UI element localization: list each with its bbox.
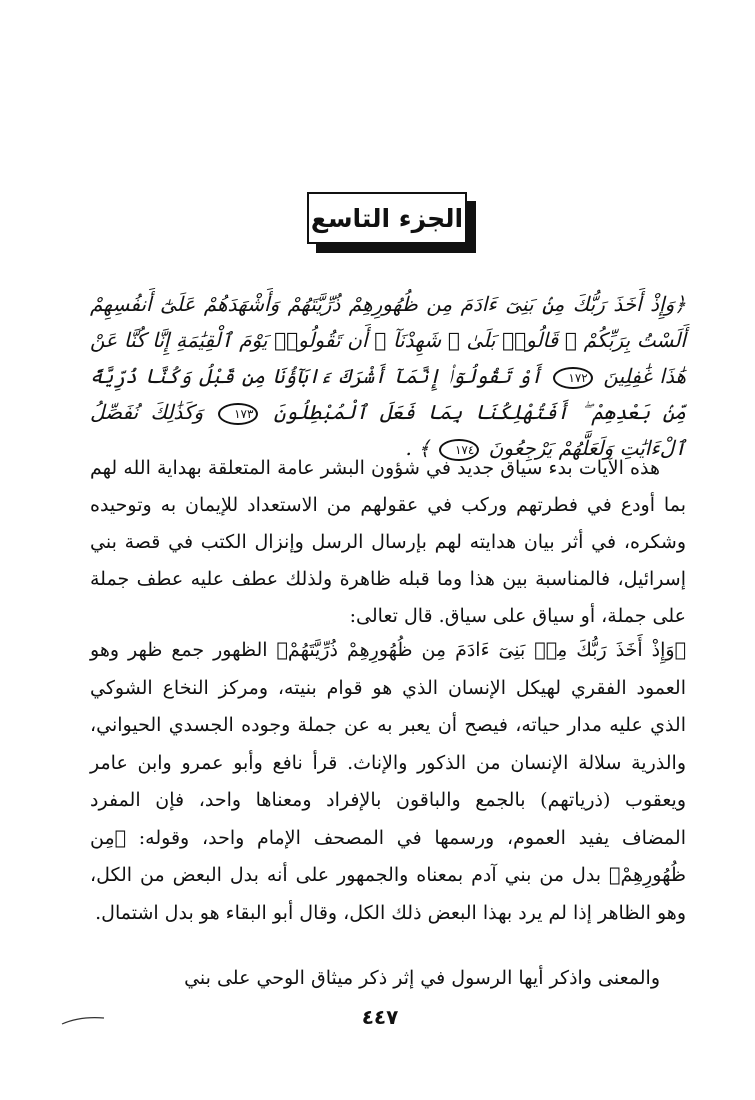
commentary-text-a: الظهور جمع ظهر وهو العمود الفقري لهيكل الإنسان الذي هو قوام بنيته، ومركز النخاع الشوكي الذي عليه مدار حياته، فيصح أن يعبر به عن جملة وجوده الجسدي الحيواني، والذرية سلالة الإنسان من الذكور والإناث. قرأ نافع وأبو عمرو وابن عامر ويعقوب (ذرياتهم) بالجمع والباقون بالإفراد ومعناها واحد، فإن المفرد المضاف يفيد العموم، ورسمها في المصحف الإمام واحد، وقوله: <box>90 639 686 849</box>
chapter-title: الجزء التاسع <box>310 203 464 233</box>
paragraph-commentary <box>90 632 686 932</box>
verse-marker-173: ١٧٣ <box>218 403 258 425</box>
paragraph-meaning <box>90 960 686 996</box>
commentary-text-b: بدل من بني آدم بمعناه والجمهور على أنه بدل البعض من الكل، وهو الظاهر إذا لم يرد بهذا البعض ذلك الكل، وقال أبو البقاء هو بدل اشتمال. <box>90 864 686 924</box>
margin-pen-stroke <box>60 1014 106 1026</box>
paragraph-intro <box>90 450 686 635</box>
verse-marker-172: ١٧٢ <box>553 367 593 389</box>
verse-172: وَإِذْ أَخَذَ رَبُّكَ مِنۢ بَنِىٓ ءَادَمَ مِن ظُهُورِهِمْ ذُرِّيَّتَهُمْ وَأَشْهَدَهُمْ عَلَىٰٓ أَنفُسِهِمْ أَلَسْتُ بِرَبِّكُمْ ۖ قَالُوا۟ بَلَىٰ ۛ شَهِدْنَآ ۛ أَن تَقُولُوا۟ يَوْمَ ٱلْقِيَٰمَةِ إِنَّا كُنَّا عَنْ هَٰذَا غَٰفِلِينَ <box>90 292 687 388</box>
verse-marker-174: ١٧٤ <box>439 439 479 461</box>
page-number: ٤٤٧ <box>361 1005 399 1029</box>
chapter-title-frame <box>307 192 467 244</box>
title-box <box>307 192 467 244</box>
commentary-quote: ﴿وَإِذْ أَخَذَ رَبُّكَ مِنۢ بَنِىٓ ءَادَمَ مِن ظُهُورِهِمْ ذُرِّيَّتَهُمْ﴾ <box>276 639 686 661</box>
verse-174: وَكَذَٰلِكَ نُفَصِّلُ ٱلْءَايَٰتِ وَلَعَلَّهُمْ يَرْجِعُونَ <box>90 400 686 460</box>
quran-passage <box>90 286 686 466</box>
commentary-quote-b: ﴿مِن ظُهُورِهِمْ﴾ <box>90 826 686 886</box>
paragraph-meaning-text: والمعنى واذكر أيها الرسول في إثر ذكر ميثاق الوحي على بني <box>184 967 660 989</box>
quran-close-bracket: ﴾ . <box>405 436 430 460</box>
paragraph-intro-text: هذه الآيات بدء سياق جديد في شؤون البشر عامة المتعلقة بهداية الله لهم بما أودع في فطرتهم وركب في عقولهم من الاستعداد للإيمان به وتوحيده وشكره، في أثر بيان هدايته لهم بإرسال الرسل وإنزال الكتب في قصة بني إسرائيل، فالمناسبة بين هذا وما قبله ظاهرة ولذلك عطف عليه عطف جملة على جملة، أو سياق على سياق. قال تعالى: <box>90 457 686 627</box>
quran-open-bracket: ﴿ <box>674 292 686 316</box>
verse-173: أَوْ تَقُولُوٓا۟ إِنَّمَآ أَشْرَكَ ءَابَآؤُنَا مِن قَبْلُ وَكُنَّا ذُرِّيَّةً مِّنۢ بَعْدِهِمْ ۖ أَفَتُهْلِكُنَا بِمَا فَعَلَ ٱلْمُبْطِلُونَ <box>90 364 687 424</box>
